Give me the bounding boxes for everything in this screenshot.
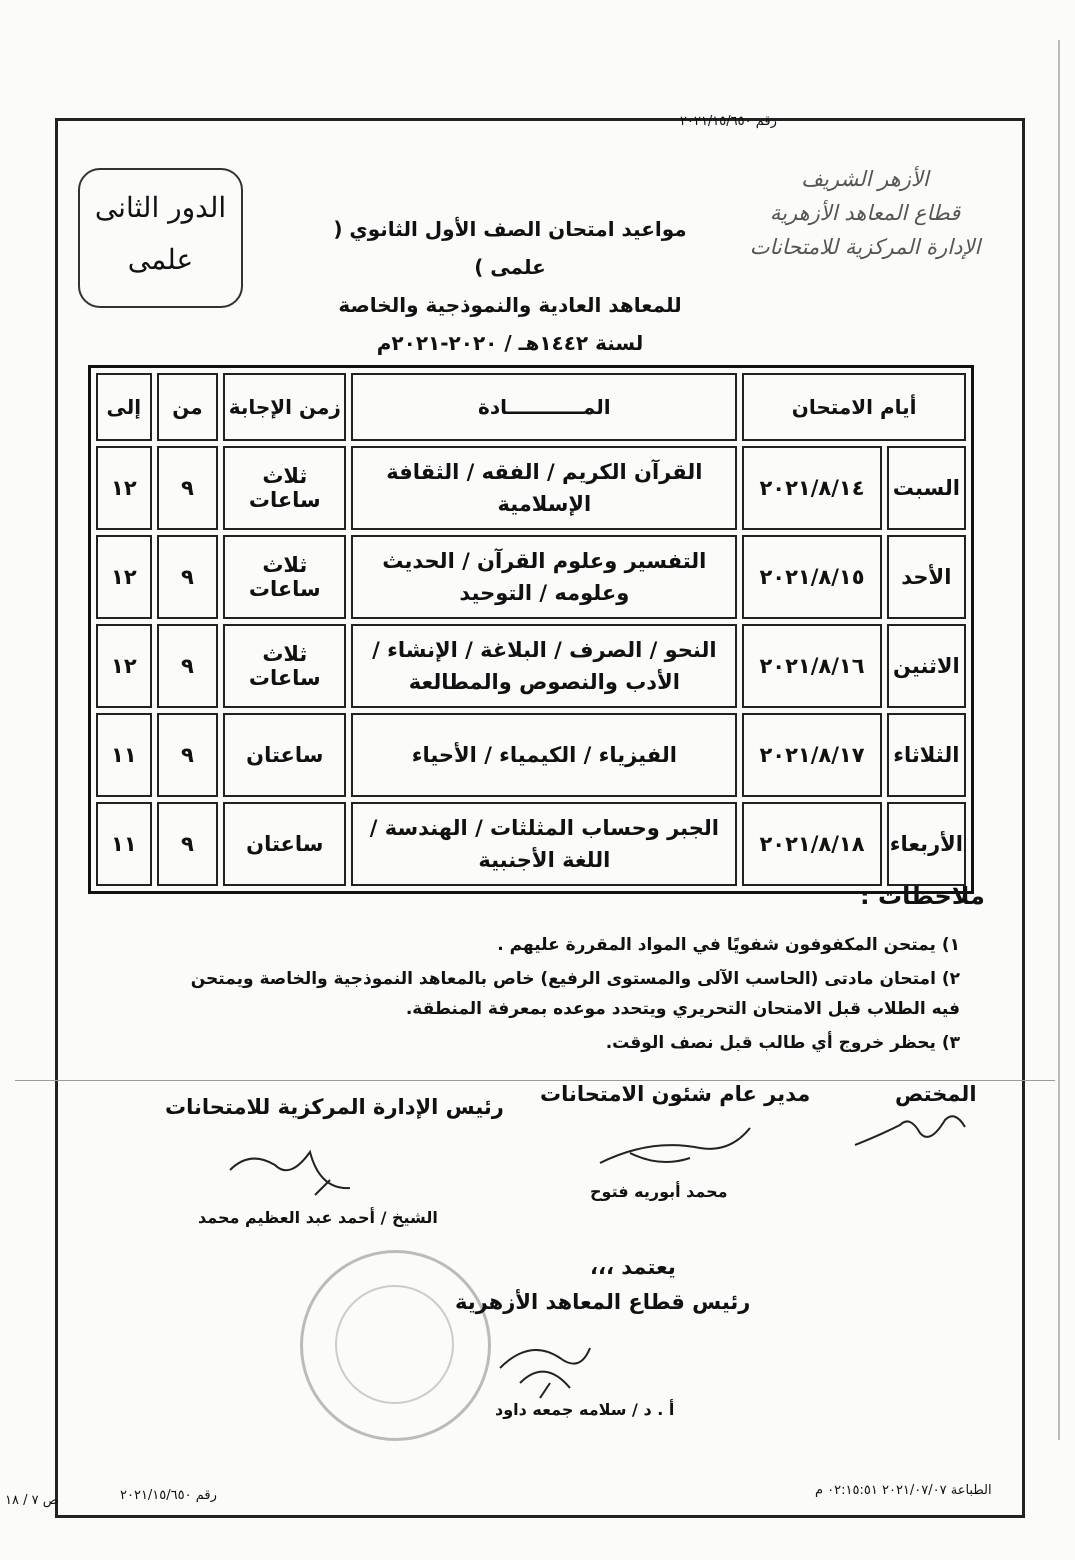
cell-day: السبت: [887, 446, 966, 530]
round-badge: [78, 168, 243, 308]
approve-label: يعتمد ،،،: [590, 1255, 676, 1279]
cell-date: ٢٠٢١/٨/١٨: [742, 802, 881, 886]
title-line-3: لسنة ١٤٤٢هـ / ٢٠٢٠-٢٠٢١م: [376, 331, 644, 355]
official-seal-inner-ring: [335, 1285, 454, 1404]
note-item: ٣) يحظر خروج أي طالب قبل نصف الوقت.: [605, 1033, 960, 1053]
cell-from: ٩: [157, 713, 218, 797]
header-subject: المـــــــــــادة: [351, 373, 737, 441]
divider-line: [15, 1080, 1055, 1081]
cell-duration: ثلاث ساعات: [223, 446, 346, 530]
cell-subject: القرآن الكريم / الفقه / الثقافة الإسلامية: [351, 446, 737, 530]
cell-to: ١٢: [96, 446, 152, 530]
signature-central-head-scribble: [220, 1140, 360, 1205]
round-badge-line-1: الدور الثانى: [94, 191, 227, 224]
letterhead-line-2: قطاع المعاهد الأزهرية: [769, 201, 961, 225]
table-row: [96, 624, 966, 708]
page-number: ص ٧ / ١٨: [5, 1493, 59, 1508]
cell-day: الاثنين: [887, 624, 966, 708]
title-line-1: مواعيد امتحان الصف الأول الثانوي ( علمى ): [333, 217, 687, 279]
cell-duration: ساعتان: [223, 802, 346, 886]
notes-list: [160, 930, 960, 1062]
signature-central-head-name: الشيخ / أحمد عبد العظيم محمد: [198, 1208, 438, 1227]
signature-director-title: مدير عام شئون الامتحانات: [540, 1082, 811, 1106]
cell-duration: ثلاث ساعات: [223, 624, 346, 708]
cell-to: ١٢: [96, 535, 152, 619]
note-item: ٢) امتحان مادتى (الحاسب الآلى والمستوى الرفيع) خاص بالمعاهد النموذجية والخاصة ويمتحن فيه الطلاب قبل الامتحان التحريري ويتحدد موعده بمعرفة المنطقة.: [190, 969, 960, 1019]
header-duration: زمن الإجابة: [223, 373, 346, 441]
cell-date: ٢٠٢١/٨/١٤: [742, 446, 881, 530]
exam-schedule-table: [88, 365, 974, 894]
header-to: إلى: [96, 373, 152, 441]
note-item: ١) يمتحن المكفوفون شفويًا في المواد المقررة عليهم .: [497, 935, 960, 955]
document-title: [320, 210, 700, 362]
scan-edge-line: [1058, 40, 1060, 1440]
title-line-2: للمعاهد العادية والنموذجية والخاصة: [338, 293, 682, 317]
cell-from: ٩: [157, 624, 218, 708]
reference-number-top: رقم ٢٠٢١/١٥/٦٥٠: [680, 114, 777, 129]
cell-day: الأربعاء: [887, 802, 966, 886]
cell-duration: ثلاث ساعات: [223, 535, 346, 619]
sector-head-name: أ . د / سلامه جمعه داود: [495, 1400, 675, 1419]
notes-title: ملاحظات :: [860, 882, 985, 910]
table-row: [96, 535, 966, 619]
cell-to: ١١: [96, 802, 152, 886]
cell-from: ٩: [157, 802, 218, 886]
cell-day: الأحد: [887, 535, 966, 619]
cell-date: ٢٠٢١/٨/١٦: [742, 624, 881, 708]
cell-subject: الفيزياء / الكيمياء / الأحياء: [351, 713, 737, 797]
cell-subject: النحو / الصرف / البلاغة / الإنشاء / الأدب والنصوص والمطالعة: [351, 624, 737, 708]
signature-director-name: محمد أبوريه فتوح: [590, 1182, 728, 1201]
cell-from: ٩: [157, 535, 218, 619]
cell-subject: التفسير وعلوم القرآن / الحديث وعلومه / التوحيد: [351, 535, 737, 619]
cell-to: ١٢: [96, 624, 152, 708]
cell-date: ٢٠٢١/٨/١٧: [742, 713, 881, 797]
table-row: [96, 446, 966, 530]
signature-director-scribble: [590, 1118, 760, 1178]
table-header-row: [96, 373, 966, 441]
table-row: [96, 802, 966, 886]
letterhead-line-3: الإدارة المركزية للامتحانات: [749, 235, 981, 259]
header-from: من: [157, 373, 218, 441]
letterhead: [740, 162, 990, 264]
cell-from: ٩: [157, 446, 218, 530]
signature-central-head-title: رئيس الإدارة المركزية للامتحانات: [165, 1095, 504, 1119]
cell-to: ١١: [96, 713, 152, 797]
sector-head-signature-scribble: [490, 1328, 600, 1403]
cell-day: الثلاثاء: [887, 713, 966, 797]
sector-head-title: رئيس قطاع المعاهد الأزهرية: [455, 1290, 751, 1314]
cell-duration: ساعتان: [223, 713, 346, 797]
signature-specialist-title: المختص: [895, 1082, 977, 1106]
header-exam-days: أيام الامتحان: [742, 373, 966, 441]
cell-subject: الجبر وحساب المثلثات / الهندسة / اللغة الأجنبية: [351, 802, 737, 886]
reference-number-bottom: رقم ٢٠٢١/١٥/٦٥٠: [120, 1488, 217, 1503]
letterhead-line-1: الأزهر الشريف: [801, 167, 929, 191]
print-timestamp: الطباعة ٢٠٢١/٠٧/٠٧ ٠٢:١٥:٥١ م: [815, 1483, 992, 1498]
signature-specialist-scribble: [850, 1105, 970, 1155]
table-row: [96, 713, 966, 797]
round-badge-line-2: علمى: [127, 243, 194, 276]
cell-date: ٢٠٢١/٨/١٥: [742, 535, 881, 619]
